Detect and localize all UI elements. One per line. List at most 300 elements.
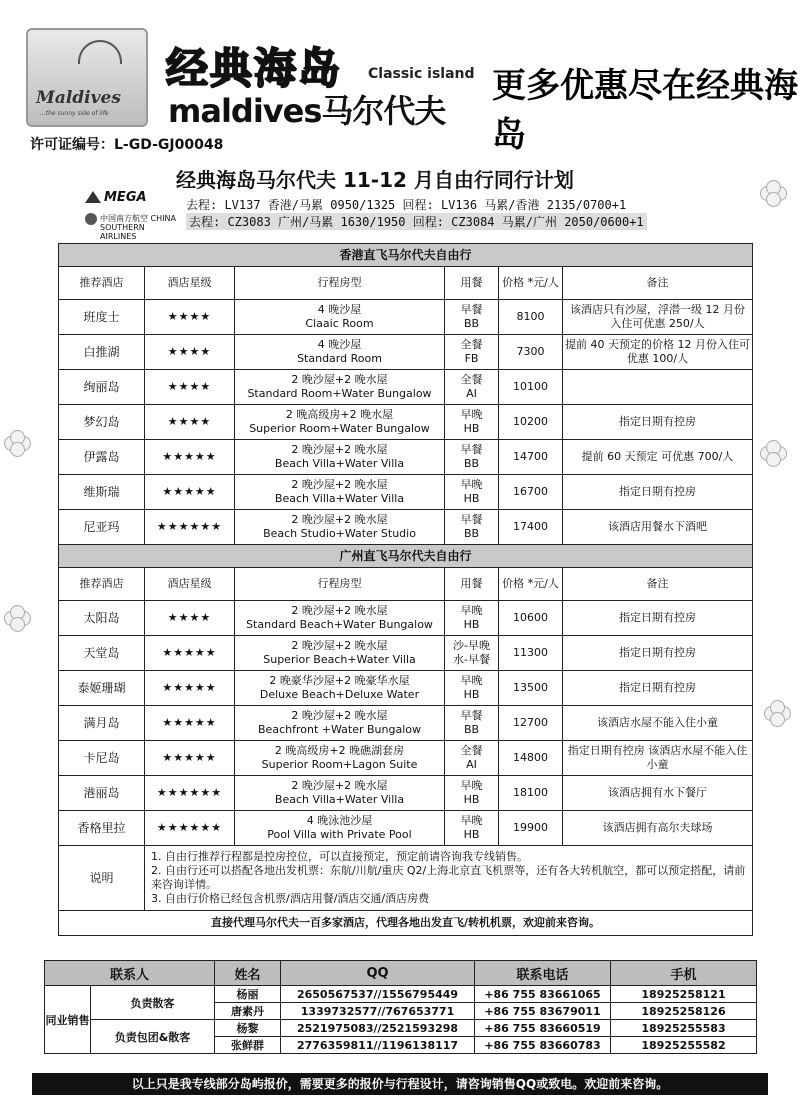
contact-table	[44, 960, 757, 1054]
page-title: 经典海岛马尔代夫 11-12 月自由行同行计划	[176, 168, 574, 192]
remark	[563, 671, 753, 706]
hotel-star-rating-text: ★★★★	[167, 310, 212, 323]
hotel-name	[59, 405, 145, 440]
note-item: 2. 自由行还可以搭配各地出发机票：东航/川航/重庆 Q2/上海北京直飞机票等，还有各大转机航空，都可以预定搭配，请前来咨询详情。	[151, 864, 746, 891]
footer-banner: 以上只是我专线部分岛屿报价，需要更多的报价与行程设计，请咨询销售QQ或致电。欢迎前来咨询。	[32, 1073, 768, 1095]
column-header-hotel	[59, 568, 145, 601]
promo-slogan: 更多优惠尽在经典海岛	[492, 66, 798, 155]
contact-header-qq-text: QQ	[366, 965, 389, 981]
meal-plan-text: HB	[463, 688, 480, 701]
room-type-text: Deluxe Beach+Deluxe Water	[259, 688, 420, 701]
meal-plan	[445, 370, 499, 405]
contact-mobile	[611, 1003, 757, 1020]
meal-plan-text: 早餐	[460, 709, 483, 722]
contact-name-text: 杨丽	[236, 988, 259, 1001]
price-text: 18100	[513, 786, 548, 799]
group-label-text: 同业销售	[45, 1013, 90, 1027]
remark	[563, 706, 753, 741]
room-type-text: 2 晚高级房+2 晚礁湖套房	[274, 744, 405, 757]
remark-text: 该酒店拥有高尔夫球场	[602, 821, 713, 834]
contact-mobile-text: 18925258126	[641, 1004, 726, 1018]
hotel-name-text: 卡尼岛	[83, 751, 120, 765]
price	[499, 335, 563, 370]
hotel-star-rating	[145, 300, 235, 335]
hotel-name	[59, 370, 145, 405]
note-item: 1. 自由行推荐行程都是控房控位，可以直接预定，预定前请咨询我专线销售。	[151, 850, 528, 863]
column-header-star	[145, 568, 235, 601]
brand-title: 经典海岛	[166, 44, 343, 93]
hotel-star-rating-text: ★★★★★★	[156, 786, 223, 799]
contact-qq-text: 2776359811//1196138117	[296, 1038, 459, 1052]
table-row	[59, 671, 753, 706]
meal-plan-text: 早晚	[460, 478, 483, 491]
column-header-remark-text: 备注	[646, 276, 669, 289]
room-type-text: Superior Room+Water Bungalow	[249, 422, 430, 435]
contact-phone-text: +86 755 83661065	[484, 987, 601, 1001]
room-type-text: Beachfront +Water Bungalow	[258, 723, 421, 736]
room-type	[235, 440, 445, 475]
meal-plan-text: HB	[463, 618, 480, 631]
contact-mobile	[611, 1020, 757, 1037]
hotel-name-text: 满月岛	[83, 716, 120, 730]
remark	[563, 601, 753, 636]
meal-plan	[445, 300, 499, 335]
hotel-name	[59, 776, 145, 811]
column-header-meal-text: 用餐	[460, 276, 483, 289]
hotel-star-rating-text: ★★★★★	[162, 751, 217, 764]
remark-text: 该酒店水屋不能入住小童	[597, 716, 719, 729]
meal-plan-text: 全餐	[460, 744, 483, 757]
hotel-star-rating-text: ★★★★	[167, 415, 212, 428]
column-header-price-text: 价格 *元/人	[502, 577, 559, 590]
price-text: 10600	[513, 611, 548, 624]
china-southern-label: 中国南方航空 CHINA SOUTHERN AIRLINES	[100, 214, 176, 241]
hotel-name	[59, 335, 145, 370]
remark-text: 指定日期有控房	[619, 646, 697, 659]
group-label	[45, 986, 91, 1054]
meal-plan-text: 水-早餐	[453, 653, 490, 666]
contact-header-qq	[281, 961, 475, 986]
price-text: 8100	[516, 310, 545, 323]
room-type	[235, 335, 445, 370]
hotel-name-text: 梦幻岛	[83, 415, 120, 429]
column-header-room-text: 行程房型	[317, 577, 362, 590]
brand-maldives: maldives马尔代夫	[168, 92, 446, 130]
hotel-star-rating	[145, 601, 235, 636]
price	[499, 475, 563, 510]
meal-plan-text: HB	[463, 828, 480, 841]
section-title	[59, 545, 753, 568]
notes-label	[59, 846, 145, 911]
room-type-text: Beach Villa+Water Villa	[274, 492, 405, 505]
price	[499, 440, 563, 475]
remark-text: 提前 40 天预定的价格 12 月份入住可优惠 100/人	[565, 338, 751, 365]
logo-text: Maldives	[36, 88, 121, 108]
price	[499, 370, 563, 405]
column-header-star	[145, 267, 235, 300]
table-row	[59, 405, 753, 440]
room-type-text: Standard Room+Water Bungalow	[247, 387, 432, 400]
meal-plan	[445, 601, 499, 636]
price-text: 10200	[513, 415, 548, 428]
hotel-name	[59, 475, 145, 510]
agency-line-text: 直接代理马尔代夫一百多家酒店，代理各地出发直飞/转机机票，欢迎前来咨询。	[211, 916, 601, 929]
price-text: 16700	[513, 485, 548, 498]
meal-plan-text: 早晚	[460, 779, 483, 792]
contact-phone-text: +86 755 83679011	[484, 1004, 601, 1018]
price-text: 10100	[513, 380, 548, 393]
section-title-text: 广州直飞马尔代夫自由行	[339, 549, 472, 563]
price-text: 14700	[513, 450, 548, 463]
meal-plan-text: 全餐	[460, 373, 483, 386]
remark	[563, 776, 753, 811]
logo-subtitle: ...the sunny side of life	[40, 110, 109, 117]
price	[499, 741, 563, 776]
china-southern-icon	[84, 212, 98, 226]
contact-phone-text: +86 755 83660783	[484, 1038, 601, 1052]
contact-mobile-text: 18925255583	[641, 1021, 726, 1035]
contact-name-text: 张鲜群	[231, 1039, 265, 1052]
flight-info-gz: 去程: CZ3083 广州/马累 1630/1950 回程: CZ3084 马累/广州 2050/0600+1	[186, 213, 647, 230]
meal-plan-text: 沙-早晚	[453, 639, 490, 652]
meal-plan-text: HB	[463, 793, 480, 806]
meal-plan-text: 早餐	[460, 303, 483, 316]
meal-plan-text: HB	[463, 422, 480, 435]
hotel-star-rating-text: ★★★★	[167, 345, 212, 358]
hotel-star-rating	[145, 370, 235, 405]
brand-english: Classic island	[368, 66, 475, 82]
hotel-name-text: 天堂岛	[83, 646, 120, 660]
price-text: 17400	[513, 520, 548, 533]
contact-phone-text: +86 755 83660519	[484, 1021, 601, 1035]
contact-phone	[475, 1020, 611, 1037]
flower-decoration	[760, 440, 786, 466]
remark	[563, 741, 753, 776]
table-row	[59, 300, 753, 335]
room-type	[235, 811, 445, 846]
room-type-text: 2 晚豪华沙屋+2 晚豪华水屋	[269, 674, 410, 687]
meal-plan-text: FB	[464, 352, 479, 365]
hotel-star-rating	[145, 440, 235, 475]
room-type	[235, 636, 445, 671]
column-header-star-text: 酒店星级	[167, 276, 212, 289]
meal-plan-text: 早餐	[460, 443, 483, 456]
table-row	[59, 776, 753, 811]
column-header-meal-text: 用餐	[460, 577, 483, 590]
flower-decoration	[764, 700, 790, 726]
price	[499, 300, 563, 335]
role-label	[91, 986, 215, 1020]
room-type-text: 4 晚沙屋	[317, 303, 362, 316]
column-header-remark	[563, 568, 753, 601]
section-title-text: 香港直飞马尔代夫自由行	[339, 248, 472, 262]
flower-decoration	[760, 180, 786, 206]
meal-plan	[445, 475, 499, 510]
contact-mobile-text: 18925258121	[641, 987, 726, 1001]
remark	[563, 300, 753, 335]
contact-header-mobile	[611, 961, 757, 986]
room-type	[235, 671, 445, 706]
room-type-text: Pool Villa with Private Pool	[267, 828, 412, 841]
hotel-star-rating-text: ★★★★★	[162, 681, 217, 694]
hotel-star-rating	[145, 405, 235, 440]
remark	[563, 405, 753, 440]
column-header-meal	[445, 568, 499, 601]
remark-text: 指定日期有控房	[619, 611, 697, 624]
contact-row	[45, 1020, 757, 1037]
hotel-star-rating	[145, 671, 235, 706]
room-type-text: Claaic Room	[305, 317, 374, 330]
room-type-text: Beach Villa+Water Villa	[274, 457, 405, 470]
price-table	[58, 243, 753, 936]
price	[499, 510, 563, 545]
meal-plan-text: AI	[466, 387, 477, 400]
remark	[563, 510, 753, 545]
meal-plan-text: BB	[463, 317, 480, 330]
room-type	[235, 706, 445, 741]
price	[499, 601, 563, 636]
table-row	[59, 335, 753, 370]
contact-phone	[475, 986, 611, 1003]
hotel-name-text: 绚丽岛	[83, 380, 120, 394]
contact-name	[215, 1020, 281, 1037]
hotel-name-text: 香格里拉	[77, 821, 126, 835]
contact-qq	[281, 986, 475, 1003]
room-type	[235, 300, 445, 335]
room-type-text: Standard Beach+Water Bungalow	[246, 618, 433, 631]
meal-plan-text: 全餐	[460, 338, 483, 351]
hotel-name	[59, 741, 145, 776]
meal-plan	[445, 706, 499, 741]
contact-mobile-text: 18925255582	[641, 1038, 726, 1052]
contact-qq	[281, 1003, 475, 1020]
hotel-name-text: 泰姬珊瑚	[77, 681, 126, 695]
room-type-text: 2 晚沙屋+2 晚水屋	[291, 478, 388, 491]
remark-text: 指定日期有控房	[619, 415, 697, 428]
contact-header-name-text: 姓名	[234, 967, 261, 983]
meal-plan-text: AI	[466, 758, 477, 771]
remark-text: 指定日期有控房	[619, 681, 697, 694]
contact-header-text: 联系人	[110, 967, 150, 983]
meal-plan-text: HB	[463, 492, 480, 505]
remark-text: 提前 60 天预定 可优惠 700/人	[581, 450, 734, 463]
meal-plan-text: 早餐	[460, 513, 483, 526]
table-row	[59, 706, 753, 741]
hotel-star-rating-text: ★★★★★	[162, 716, 217, 729]
table-row	[59, 370, 753, 405]
room-type-text: Standard Room	[297, 352, 382, 365]
hotel-name-text: 港丽岛	[83, 786, 120, 800]
contact-qq-text: 2650567537//1556795449	[296, 987, 459, 1001]
room-type-text: 2 晚沙屋+2 晚水屋	[291, 639, 388, 652]
column-header-room-text: 行程房型	[317, 276, 362, 289]
mega-airline-label: MEGA	[104, 190, 147, 205]
price	[499, 405, 563, 440]
remark	[563, 440, 753, 475]
hotel-star-rating-text: ★★★★★	[162, 646, 217, 659]
hotel-name	[59, 671, 145, 706]
remark-text: 该酒店拥有水下餐厅	[608, 786, 708, 799]
table-row	[59, 475, 753, 510]
contact-qq	[281, 1037, 475, 1054]
room-type-text: 2 晚沙屋+2 晚水屋	[291, 513, 388, 526]
contact-qq-text: 1339732577//767653771	[300, 1004, 455, 1018]
room-type-text: 2 晚沙屋+2 晚水屋	[291, 709, 388, 722]
contact-qq-text: 2521975083//2521593298	[296, 1021, 459, 1035]
hotel-name	[59, 706, 145, 741]
room-type-text: 2 晚沙屋+2 晚水屋	[291, 443, 388, 456]
hotel-star-rating-text: ★★★★	[167, 380, 212, 393]
hotel-star-rating	[145, 510, 235, 545]
remark	[563, 475, 753, 510]
contact-phone	[475, 1037, 611, 1054]
room-type-text: Beach Villa+Water Villa	[274, 793, 405, 806]
hotel-name	[59, 601, 145, 636]
hotel-name-text: 太阳岛	[83, 611, 120, 625]
room-type	[235, 601, 445, 636]
hotel-star-rating	[145, 706, 235, 741]
meal-plan	[445, 405, 499, 440]
column-header-price	[499, 267, 563, 300]
room-type-text: 2 晚沙屋+2 晚水屋	[291, 779, 388, 792]
hotel-name	[59, 811, 145, 846]
column-header-remark-text: 备注	[646, 577, 669, 590]
meal-plan-text: 早晚	[460, 814, 483, 827]
flower-decoration	[4, 605, 30, 631]
hotel-star-rating-text: ★★★★	[167, 611, 212, 624]
contact-header-phone	[475, 961, 611, 986]
room-type-text: 2 晚沙屋+2 晚水屋	[291, 373, 388, 386]
meal-plan	[445, 741, 499, 776]
role-label	[91, 1020, 215, 1054]
hotel-star-rating	[145, 335, 235, 370]
contact-name	[215, 1003, 281, 1020]
flower-decoration	[4, 430, 30, 456]
hotel-name-text: 伊露岛	[83, 450, 120, 464]
maldives-logo	[26, 28, 148, 127]
hotel-star-rating	[145, 776, 235, 811]
column-header-room	[235, 568, 445, 601]
price	[499, 671, 563, 706]
section-title	[59, 244, 753, 267]
contact-qq	[281, 1020, 475, 1037]
room-type-text: Beach Studio+Water Studio	[263, 527, 416, 540]
room-type-text: 2 晚高级房+2 晚水屋	[285, 408, 394, 421]
mega-airline-icon	[84, 190, 102, 204]
meal-plan	[445, 440, 499, 475]
room-type-text: Superior Room+Lagon Suite	[261, 758, 418, 771]
hotel-name-text: 班度士	[83, 310, 120, 324]
hotel-name-text: 尼亚玛	[83, 520, 120, 534]
room-type-text: 4 晚沙屋	[317, 338, 362, 351]
remark	[563, 335, 753, 370]
license-number: 许可证编号：L-GD-GJ00048	[30, 137, 224, 153]
hotel-star-rating	[145, 741, 235, 776]
hotel-name	[59, 510, 145, 545]
table-row	[59, 440, 753, 475]
hotel-name-text: 维斯瑞	[83, 485, 120, 499]
meal-plan	[445, 776, 499, 811]
contact-name	[215, 986, 281, 1003]
hotel-name-text: 白推湖	[83, 345, 120, 359]
room-type	[235, 370, 445, 405]
price-text: 19900	[513, 821, 548, 834]
meal-plan	[445, 811, 499, 846]
note-item: 3. 自由行价格已经包含机票/酒店用餐/酒店交通/酒店房费	[151, 892, 430, 905]
price-text: 11300	[513, 646, 548, 659]
remark	[563, 370, 753, 405]
column-header-meal	[445, 267, 499, 300]
price	[499, 776, 563, 811]
contact-phone	[475, 1003, 611, 1020]
room-type	[235, 510, 445, 545]
remark-text: 指定日期有控房	[619, 485, 697, 498]
meal-plan	[445, 636, 499, 671]
role-label-text: 负责包团&散客	[114, 1030, 191, 1044]
price	[499, 636, 563, 671]
meal-plan-text: BB	[463, 527, 480, 540]
column-header-room	[235, 267, 445, 300]
hotel-name	[59, 440, 145, 475]
contact-row	[45, 986, 757, 1003]
column-header-price	[499, 568, 563, 601]
price-text: 12700	[513, 716, 548, 729]
table-row	[59, 601, 753, 636]
table-row	[59, 636, 753, 671]
hotel-name	[59, 300, 145, 335]
remark-text: 该酒店只有沙屋，浮潜一级 12 月份入住可优惠 250/人	[570, 303, 746, 330]
room-type	[235, 475, 445, 510]
price-text: 14800	[513, 751, 548, 764]
room-type	[235, 776, 445, 811]
meal-plan	[445, 510, 499, 545]
room-type	[235, 405, 445, 440]
column-header-hotel	[59, 267, 145, 300]
column-header-price-text: 价格 *元/人	[502, 276, 559, 289]
hotel-name	[59, 636, 145, 671]
room-type-text: 2 晚沙屋+2 晚水屋	[291, 604, 388, 617]
room-type-text: Superior Beach+Water Villa	[263, 653, 416, 666]
table-row	[59, 741, 753, 776]
hotel-star-rating-text: ★★★★★	[162, 450, 217, 463]
role-label-text: 负责散客	[130, 996, 175, 1010]
room-type	[235, 741, 445, 776]
sun-icon	[78, 40, 122, 64]
remark-text: 指定日期有控房 该酒店水屋不能入住小童	[567, 744, 748, 771]
meal-plan	[445, 335, 499, 370]
price	[499, 706, 563, 741]
column-header-remark	[563, 267, 753, 300]
contact-name-text: 杨黎	[236, 1022, 259, 1035]
column-header-hotel-text: 推荐酒店	[79, 577, 124, 590]
contact-name	[215, 1037, 281, 1054]
contact-header-name	[215, 961, 281, 986]
meal-plan-text: BB	[463, 723, 480, 736]
meal-plan-text: 早晚	[460, 604, 483, 617]
contact-header	[45, 961, 215, 986]
flight-info-hk: 去程: LV137 香港/马累 0950/1325 回程: LV136 马累/香港 2135/0700+1	[186, 198, 627, 212]
notes-label-text: 说明	[89, 871, 114, 885]
contact-header-mobile-text: 手机	[670, 967, 697, 983]
column-header-hotel-text: 推荐酒店	[79, 276, 124, 289]
hotel-star-rating	[145, 811, 235, 846]
contact-mobile	[611, 1037, 757, 1054]
meal-plan-text: BB	[463, 457, 480, 470]
hotel-star-rating-text: ★★★★★	[162, 485, 217, 498]
remark-text: 该酒店用餐水下酒吧	[608, 520, 708, 533]
hotel-star-rating	[145, 475, 235, 510]
table-row	[59, 510, 753, 545]
